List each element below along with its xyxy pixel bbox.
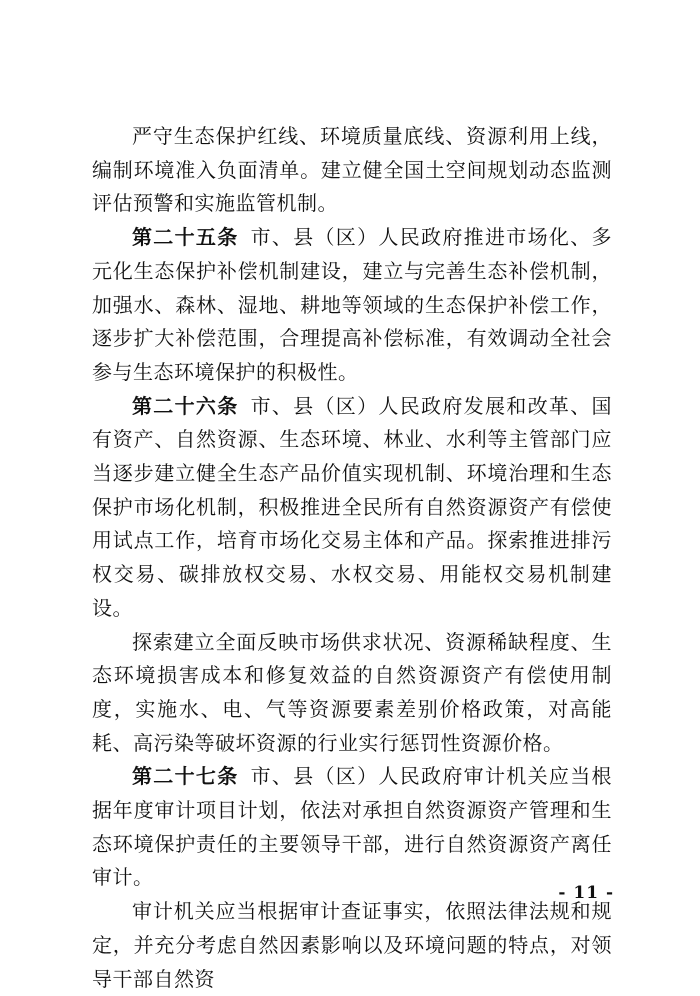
paragraph-text: 市、县（区）人民政府发展和改革、国有资产、自然资源、生态环境、林业、水利等主管部门应当逐步建立健全生态产品价值实现机制、环境治理和生态保护市场化机制，积极推进全民所有自然资源资产有偿使用试点工作，培育市场化交易主体和产品。探索推进排污权交易、碳排放权交易、水权交易、用能权交易机制建设。 (92, 393, 613, 620)
paragraph-text: 市、县（区）人民政府推进市场化、多元化生态保护补偿机制建设，建立与完善生态补偿机制，加强水、森林、湿地、耕地等领域的生态保护补偿工作，逐步扩大补偿范围，合理提高补偿标准，有效调动全社会参与生态环境保护的积极性。 (92, 225, 613, 384)
article-heading: 第二十七条 (132, 764, 239, 789)
body-text (92, 120, 612, 996)
paragraph (92, 626, 612, 761)
page-number: - 11 - (558, 883, 614, 903)
article-heading: 第二十六条 (132, 393, 239, 418)
paragraph-text: 市、县（区）人民政府审计机关应当根据年度审计项目计划，依法对承担自然资源资产管理和生态环境保护责任的主要领导干部，进行自然资源资产离任审计。 (92, 764, 613, 890)
paragraph-article-26 (92, 390, 612, 626)
paragraph (92, 120, 612, 221)
article-heading: 第二十五条 (132, 225, 239, 250)
paragraph-text: 审计机关应当根据审计查证事实，依照法律法规和规定，并充分考虑自然因素影响以及环境问题的特点，对领导干部自然资 (92, 899, 612, 991)
paragraph-text: 严守生态保护红线、环境质量底线、资源利用上线，编制环境准入负面清单。建立健全国土空间规划动态监测评估预警和实施监管机制。 (92, 124, 612, 216)
paragraph-article-27 (92, 760, 612, 895)
paragraph-article-25 (92, 221, 612, 390)
paragraph-text: 探索建立全面反映市场供求状况、资源稀缺程度、生态环境损害成本和修复效益的自然资源资产有偿使用制度，实施水、电、气等资源要素差别价格政策，对高能耗、高污染等破坏资源的行业实行惩罚性资源价格。 (92, 629, 612, 755)
paragraph (92, 895, 612, 996)
